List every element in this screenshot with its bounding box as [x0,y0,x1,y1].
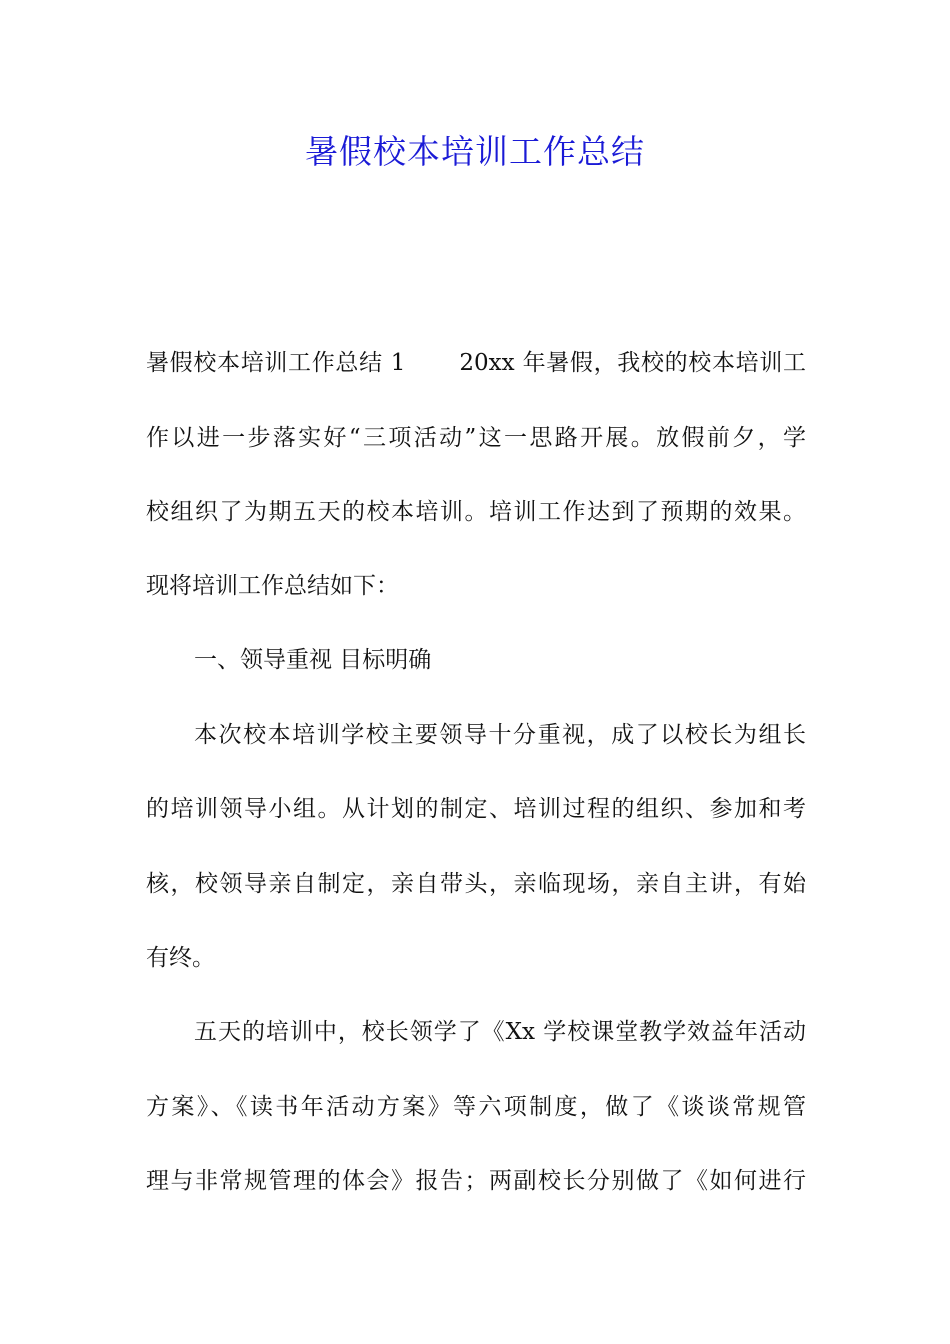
paragraph-1-line-1: 本次校本培训学校主要领导十分重视，成了以校长为组长 [194,722,806,748]
document-title: 暑假校本培训工作总结 [305,132,645,171]
paragraph-2-line-3: 理与非常规管理的体会》报告；两副校长分别做了《如何进行 [146,1168,806,1194]
paragraph-1-line-4: 有终。 [146,945,215,971]
intro-line-1-rest: 20xx 年暑假，我校的校本培训工 [459,350,806,376]
intro-line-1 [146,343,806,383]
intro-lead: 暑假校本培训工作总结 1 [146,350,406,376]
intro-line-3: 校组织了为期五天的校本培训。培训工作达到了预期的效果。 [146,499,806,525]
intro-line-4: 现将培训工作总结如下： [146,573,399,599]
intro-line-2: 作以进一步落实好“三项活动”这一思路开展。放假前夕，学 [146,425,806,451]
paragraph-1-line-3: 核，校领导亲自制定，亲自带头，亲临现场，亲自主讲，有始 [146,871,806,897]
section-1-heading: 一、领导重视 目标明确 [194,647,432,673]
paragraph-2-line-1: 五天的培训中，校长领学了《Xx 学校课堂教学效益年活动 [194,1019,806,1045]
paragraph-1-line-2: 的培训领导小组。从计划的制定、培训过程的组织、参加和考 [146,796,806,822]
paragraph-2-line-2: 方案》、《读书年活动方案》等六项制度，做了《谈谈常规管 [146,1094,806,1120]
